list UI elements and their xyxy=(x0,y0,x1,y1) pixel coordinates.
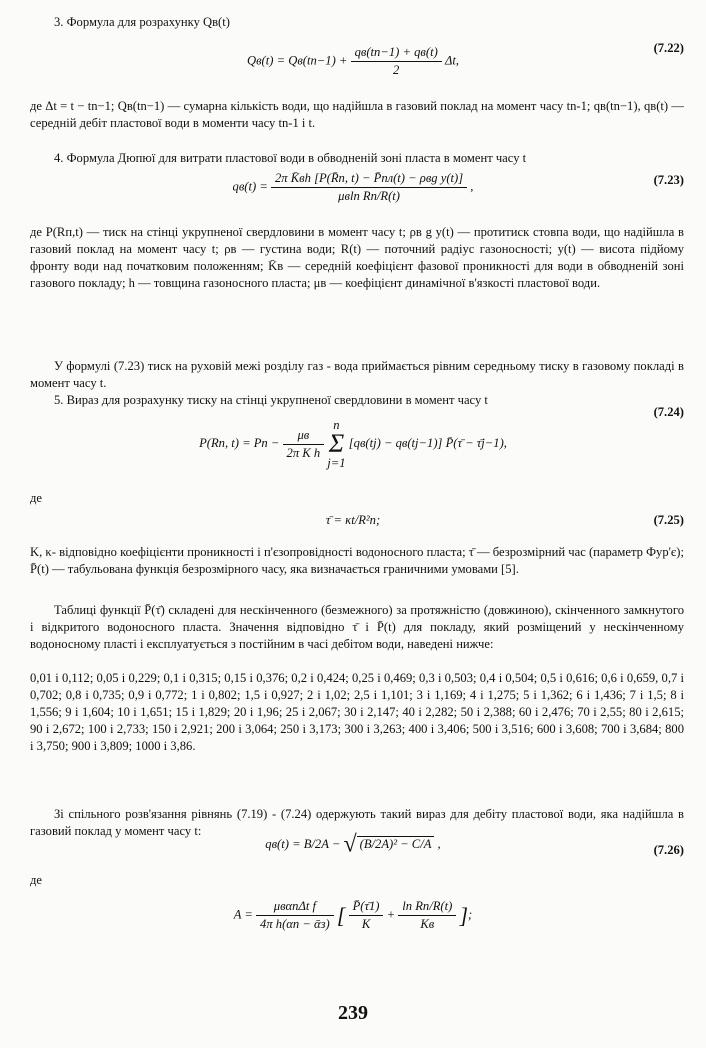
equation-number: (7.25) xyxy=(653,513,684,527)
radical-icon: √ xyxy=(343,831,357,858)
equation-A xyxy=(0,898,706,933)
paragraph-item-3: 3. Формула для розрахунку Qв(t) xyxy=(54,15,230,29)
eq-numerator: ln Rп/R(t) xyxy=(398,898,456,916)
eq-fraction xyxy=(283,427,325,462)
paragraph-joint-solution: Зі спільного розв'язання рівнянь (7.19) - (7.24) одержують такий вираз для дебіту пластової води, яка надійшла в газовий поклад у момент часу t: xyxy=(30,807,684,838)
bracket-fraction-1 xyxy=(349,898,384,933)
eq-denominator: 4π h(αп − ᾱз) xyxy=(260,917,330,931)
eq-numerator: μвαпΔt f xyxy=(256,898,334,916)
eq-numerator: 2π K̄вh [P(R̄п, t) − P̄пл(t) − ρвg y(t)] xyxy=(271,170,467,188)
equation-7-25 xyxy=(0,512,706,529)
equation-number: (7.22) xyxy=(653,41,684,55)
paragraph-where-7-25: K, κ- відповідно коефіцієнти проникності і п'єзопровідності водоносного пласта; τ̄ — безрозмірний час (параметр Фур'є); P̄(t) — табульована функція безрозмірного часу, яка визначається граничними умовами [5]. xyxy=(30,545,684,576)
equation-7-24 xyxy=(0,405,706,470)
paragraph-where-7-23: де P(Rп,t) — тиск на стінці укрупненої свердловини в момент часу t; ρв g y(t) — протитиск стовпа води, що надійшла в газовий поклад на момент часу t; ρв — густина води; R(t) — поточний радіус газоносності; y(t) — висота підйому фронту води над початковим положенням; K̄в — середній коефіцієнт фазової проникності для води в обводненій зоні газового покладу; h — товщина газоносного пласта; μв — коефіцієнт динамічної в'язкості пластової води. xyxy=(30,225,684,290)
eq-numerator: P̄(τ̄1) xyxy=(349,898,384,916)
eq-fraction xyxy=(256,898,334,933)
eq-denominator: Kв xyxy=(420,917,435,931)
eq-lhs: A = xyxy=(233,907,253,922)
equation-7-23 xyxy=(0,170,706,205)
plus-sign: + xyxy=(386,907,396,922)
eq-tail: , xyxy=(437,837,441,851)
label-de: де xyxy=(30,873,42,887)
eq-tail: [qв(tj) − qв(tj−1)] P̄(τ̄ − τ̄j−1), xyxy=(348,435,507,450)
radicand: (B/2A)² − C/A xyxy=(357,836,435,851)
eq-tail: Δt, xyxy=(444,53,459,68)
left-bracket-icon: [ xyxy=(336,903,346,928)
label-de: де xyxy=(30,491,42,505)
eq-tail: , xyxy=(470,179,474,194)
equation-7-26 xyxy=(0,831,706,858)
eq-denominator: μвln Rп/R(t) xyxy=(338,189,400,203)
eq-expression: τ̄ = κt/R²п; xyxy=(325,513,381,527)
eq-numerator: μв xyxy=(283,427,325,445)
values-list: 0,01 і 0,112; 0,05 і 0,229; 0,1 і 0,315; 0,15 і 0,376; 0,2 і 0,424; 0,25 і 0,469; 0,3 і 0,503; 0,4 і 0,504; 0,5 і 0,616; 0,6 і 0,659, 0,7 і 0,702; 0,8 і 0,735; 0,9 і 0,772; 1 і 0,802; 1,5 і 0,927; 2 і 1,02; 2,5 і 1,101; 3 і 1,169; 4 і 1,275; 5 і 1,362; 6 і 1,436; 7 і 1,5; 8 і 1,556; 9 і 1,604; 10 і 1,651; 15 і 1,829; 20 і 1,96; 25 і 2,067; 30 і 2,147; 40 і 2,282; 50 і 2,388; 60 і 2,476; 70 і 2,55; 80 і 2,615; 90 і 2,672; 100 і 2,733; 150 і 2,921; 200 і 3,064; 250 і 3,173; 300 і 3,263; 400 і 3,406; 500 і 3,516; 600 і 3,608; 700 і 3,684; 800 і 3,750; 900 і 3,809; 1000 і 3,86. xyxy=(30,671,684,753)
eq-denominator: 2 xyxy=(393,63,400,77)
equation-number: (7.24) xyxy=(653,405,684,419)
paragraph-item-4: 4. Формула Дюпюї для витрати пластової води в обводненій зоні пласта в момент часу t xyxy=(54,151,527,165)
paragraph-formula-7-23-note: У формулі (7.23) тиск на руховій межі розділу газ - вода приймається рівним середньому тиску в газовому покладі в момент часу t. xyxy=(30,359,684,390)
eq-tail: ; xyxy=(468,907,473,922)
paragraph-item-5: 5. Вираз для розрахунку тиску на стінці укрупненої свердловини в момент часу t xyxy=(54,393,488,407)
right-bracket-icon: ] xyxy=(459,903,469,928)
eq-denominator: K xyxy=(361,917,371,931)
sum-upper-limit: n xyxy=(333,418,340,432)
eq-lhs: qв(t) = B/2A − xyxy=(265,837,341,851)
eq-numerator: qв(tn−1) + qв(t) xyxy=(351,44,442,62)
eq-lhs: qв(t) = xyxy=(232,179,268,194)
sum-operator xyxy=(327,418,345,470)
eq-lhs: P(Rп, t) = Pп − xyxy=(199,435,280,450)
equation-number: (7.23) xyxy=(653,173,684,187)
paragraph-where-7-22: де Δt = t − tn−1; Qв(tn−1) — сумарна кількість води, що надійшла в газовий поклад на момент часу tn-1; qв(tn−1), qв(t) — середній дебіт пластової води в моменти часу tn-1 і t. xyxy=(30,99,684,130)
paragraph-tables: Таблиці функції P̄(τ̄) складені для нескінченного (безмежного) за протяжністю (довжиною), скінченного замкнутого і відкритого водоносного пласта. Значення відповідно τ̄ і P̄(t) для покладу, який розміщений у нескінченному водоносному пласті і експлуатується з постійним в часі дебітом води, наведені нижче: xyxy=(30,603,684,651)
sigma-icon: Σ xyxy=(328,429,345,458)
eq-denominator: 2π K h xyxy=(286,445,321,460)
equation-7-22 xyxy=(0,41,706,79)
sum-lower-limit: j=1 xyxy=(327,456,346,470)
eq-fraction xyxy=(351,44,442,79)
eq-lhs: Qв(t) = Qв(tn−1) + xyxy=(247,53,348,68)
equation-number: (7.26) xyxy=(653,843,684,857)
eq-fraction xyxy=(271,170,467,205)
square-root xyxy=(343,831,434,858)
page-number: 239 xyxy=(338,1002,368,1024)
bracket-fraction-2 xyxy=(398,898,456,933)
